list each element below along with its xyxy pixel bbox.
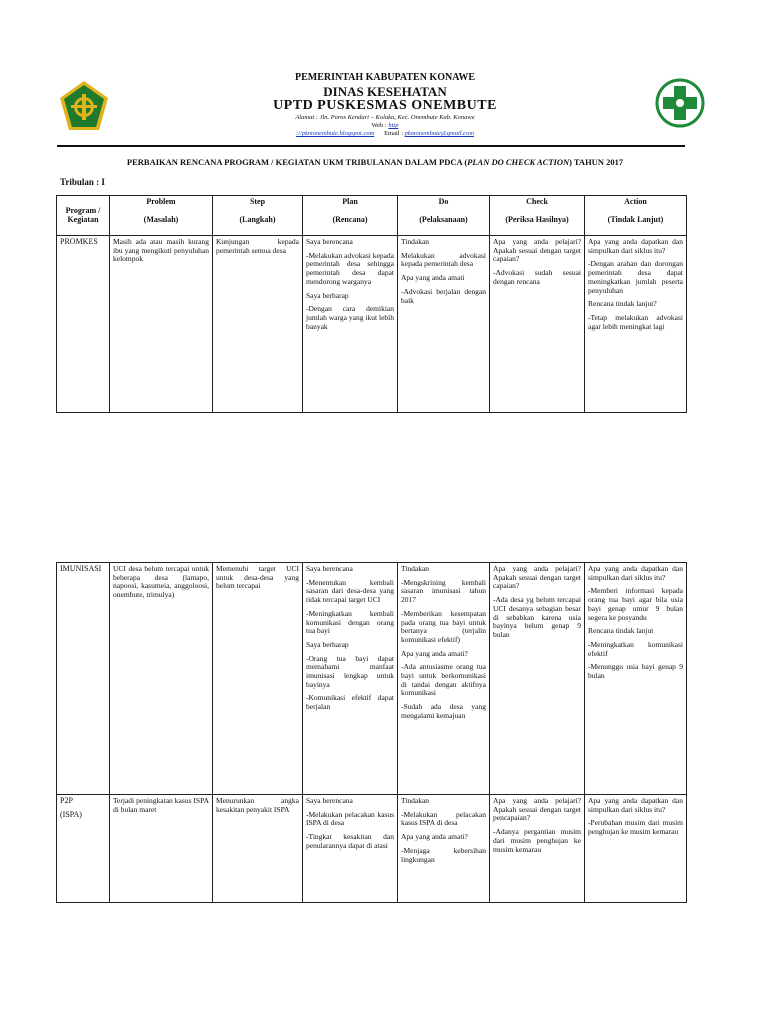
cell-text: -Meningkatkan komunikasi efektif xyxy=(588,639,683,658)
pdca-table-page1 xyxy=(56,195,687,413)
cell-text: -Melakukan pelacakan kasus ISPA di desa xyxy=(306,809,394,828)
cell-text: -Adanya pergantian musim dari musim penghujan ke musim kemarau xyxy=(493,827,581,854)
header-program: Program / Kegiatan xyxy=(57,196,110,236)
cell-text: -Perubahan musim dari musim penghujan ke musim kemarau xyxy=(588,818,683,837)
cell-text: Saya berencana xyxy=(306,564,353,573)
cell-text: Apa yang anda amati? xyxy=(401,832,468,842)
cell-text: -Menunggu usia bayi genap 9 bulan xyxy=(588,662,683,681)
cell-text: Apa yang anda pelajari? Apakah sesuai dengan target capaian? xyxy=(493,237,581,264)
cell-text: -Memberi informasi kepada orang tua bayi agar bila usia bayi genap umur 9 bulan segera ke posyandu xyxy=(588,586,683,622)
cell-text: -Sudah ada desa yang mengalami kemajuan xyxy=(401,702,486,720)
table-row xyxy=(57,236,687,413)
cell-text: Apa yang anda amati? xyxy=(401,648,468,658)
cell-text: Kunjungan kepada pemerintah semua desa xyxy=(216,237,299,255)
table-row xyxy=(57,795,687,903)
email-link[interactable]: pkmonembute@gmail.com xyxy=(404,130,475,137)
cell-text: Melakukan advokasi kepada pemerintah desa xyxy=(401,250,486,269)
cell-text: -Orang tua bayi dapat memahami manfaat imunisasi lengkap untuk bayinya xyxy=(306,653,394,689)
header-contact xyxy=(140,130,630,137)
cell-action xyxy=(585,563,687,795)
cell-text: -Menjaga kebersihan lingkungan xyxy=(401,845,486,864)
cell-problem xyxy=(110,795,213,903)
header-problem: Problem (Masalah) xyxy=(110,196,213,236)
header-web xyxy=(140,122,630,129)
table-row xyxy=(57,563,687,795)
cell-program xyxy=(57,563,110,795)
cell-text: Rencana tindak lanjut? xyxy=(588,299,657,309)
header-address: Alamat : Jln. Poros Kendari – Kolaka, Kec. Onembute Kab. Konawe xyxy=(295,114,475,121)
email-label: Email : xyxy=(384,130,404,137)
header-government: PEMERINTAH KABUPATEN KONAWE xyxy=(294,72,475,83)
title-prefix: PERBAIKAN RENCANA PROGRAM / KEGIATAN UKM TRIBULANAN DALAM PDCA ( xyxy=(126,157,468,167)
cell-step xyxy=(213,795,303,903)
cell-text: -Ada antusiasme orang tua bayi untuk berkomunikasi di tandai dengan aktifnya komunikasi xyxy=(401,662,486,698)
cell-text: Apa yang anda dapatkan dan simpulkan dari siklus itu? xyxy=(588,237,683,255)
cell-text: PROMKES xyxy=(60,237,98,246)
cell-text: Masih ada atau masih kurang ibu yang mengikuti penyuluhan kelompok xyxy=(113,237,209,264)
cell-text: Terjadi peningkatan kasus ISPA di bulan maret xyxy=(113,796,209,814)
cell-check xyxy=(490,795,585,903)
cell-text: Saya berharap xyxy=(306,639,349,649)
cell-text: -Advokasi sudah sesuai dengan rencana xyxy=(493,268,581,286)
puskesmas-cross-logo-icon xyxy=(655,78,705,128)
cell-text: Apa yang anda dapatkan dan simpulkan dari siklus itu? xyxy=(588,796,683,814)
cell-program xyxy=(57,236,110,413)
cell-text: Saya berharap xyxy=(306,290,349,300)
cell-plan xyxy=(303,795,398,903)
cell-text: IMUNISASI xyxy=(60,564,102,573)
cell-do xyxy=(398,563,490,795)
cell-text: -Melakukan advokasi kepada pemerintah desa sehingga pemerintah desa dapat mendorong warganya xyxy=(306,250,394,286)
header-divider xyxy=(57,145,685,147)
cell-do xyxy=(398,236,490,413)
cell-text: -Memberikan kesempatan pada orang tua bayi untuk bertanya (terjalin komunikasi efektif) xyxy=(401,608,486,644)
cell-text: Saya berencana xyxy=(306,796,353,805)
cell-action xyxy=(585,795,687,903)
cell-text: Menurunkan angka kesakitan penyakit ISPA xyxy=(216,796,299,814)
header-do: Do (Pelaksanaan) xyxy=(398,196,490,236)
cell-do xyxy=(398,795,490,903)
cell-text: -Ada desa yg belum tercapai UCI desanya sebagian besar di sebabkan karena usia bayinya belum genap 9 bulan xyxy=(493,595,581,639)
cell-text: -Melakukan pelacakan kasus ISPA di desa xyxy=(401,809,486,828)
cell-text: UCI desa belum tercapai untuk beberapa desa (lamapo, napoosi, kasumeia, anggoloosi, onembute, trimulya) xyxy=(113,564,209,600)
header-institution: UPTD PUSKESMAS ONEMBUTE xyxy=(273,98,497,113)
cell-text: -Menentukan kembali sasaran dari desa-desa yang tidak tercapai target UCI xyxy=(306,577,394,605)
cell-program xyxy=(57,795,110,903)
header-step: Step (Langkah) xyxy=(213,196,303,236)
title-suffix: ) TAHUN 2017 xyxy=(569,157,624,167)
web-link-continued[interactable]: ://pkmonembute.blogspot.com xyxy=(295,130,375,137)
cell-text: -Dengan cara demikian jumlah warga yang ikut lebih banyak xyxy=(306,304,394,331)
cell-text: Memenuhi target UCI untuk desa-desa yang belum tercapai xyxy=(216,564,299,591)
cell-text: P2P xyxy=(60,796,73,805)
cell-text: -Mengskrining kembali sasaran imunisasi tahun 2017 xyxy=(401,577,486,605)
cell-problem xyxy=(110,563,213,795)
cell-plan xyxy=(303,236,398,413)
konawe-regency-emblem-icon xyxy=(58,80,110,132)
cell-step xyxy=(213,563,303,795)
cell-plan xyxy=(303,563,398,795)
cell-text: -Tetap melakukan advokasi agar lebih meningkat lagi xyxy=(588,312,683,331)
web-link[interactable]: http xyxy=(388,122,399,129)
cell-text: (ISPA) xyxy=(60,809,82,819)
cell-text: Apa yang anda pelajari? Apakah sesuai dengan target capaian? xyxy=(493,564,581,591)
pdca-table-page2 xyxy=(56,562,687,903)
cell-step xyxy=(213,236,303,413)
cell-text: Apa yang anda amati xyxy=(401,273,465,283)
cell-text: -Komunikasi efektif dapat berjalan xyxy=(306,693,394,712)
cell-text: Apa yang anda pelajari? Apakah sesuai dengan target pencapaian? xyxy=(493,796,581,823)
tribulan-label: Tribulan : I xyxy=(60,177,105,187)
cell-text: Saya berencana xyxy=(306,237,353,246)
cell-check xyxy=(490,563,585,795)
cell-text: -Meningkatkan kembali komunikasi dengan orang tua bayi xyxy=(306,608,394,636)
header-plan: Plan (Rencana) xyxy=(303,196,398,236)
cell-text: Tindakan xyxy=(401,237,430,246)
cell-text: Rencana tindak lanjut xyxy=(588,626,654,636)
title-italic: PLAN DO CHECK ACTION xyxy=(467,157,570,167)
document-title xyxy=(60,157,690,167)
header-check: Check (Periksa Hasilnya) xyxy=(490,196,585,236)
cell-text: Tindakan xyxy=(401,564,430,573)
header-agency: DINAS KESEHATAN xyxy=(323,84,447,99)
cell-action xyxy=(585,236,687,413)
cell-check xyxy=(490,236,585,413)
table-header-row xyxy=(57,196,687,236)
web-label: Web : xyxy=(371,122,387,129)
cell-problem xyxy=(110,236,213,413)
header-action: Action (Tindak Lanjut) xyxy=(585,196,687,236)
cell-text: Apa yang anda dapatkan dan simpulkan dari siklus itu? xyxy=(588,564,683,582)
cell-text: -Advokasi berjalan dengan baik xyxy=(401,286,486,305)
cell-text: -Dengan arahan dan dorongan pemerintah desa dapat meningkatkan jumlah peserta penyuluhan xyxy=(588,259,683,295)
cell-text: Tindakan xyxy=(401,796,430,805)
cell-text: -Tingkat kesakitan dan penularannya dapat di atasi xyxy=(306,832,394,850)
